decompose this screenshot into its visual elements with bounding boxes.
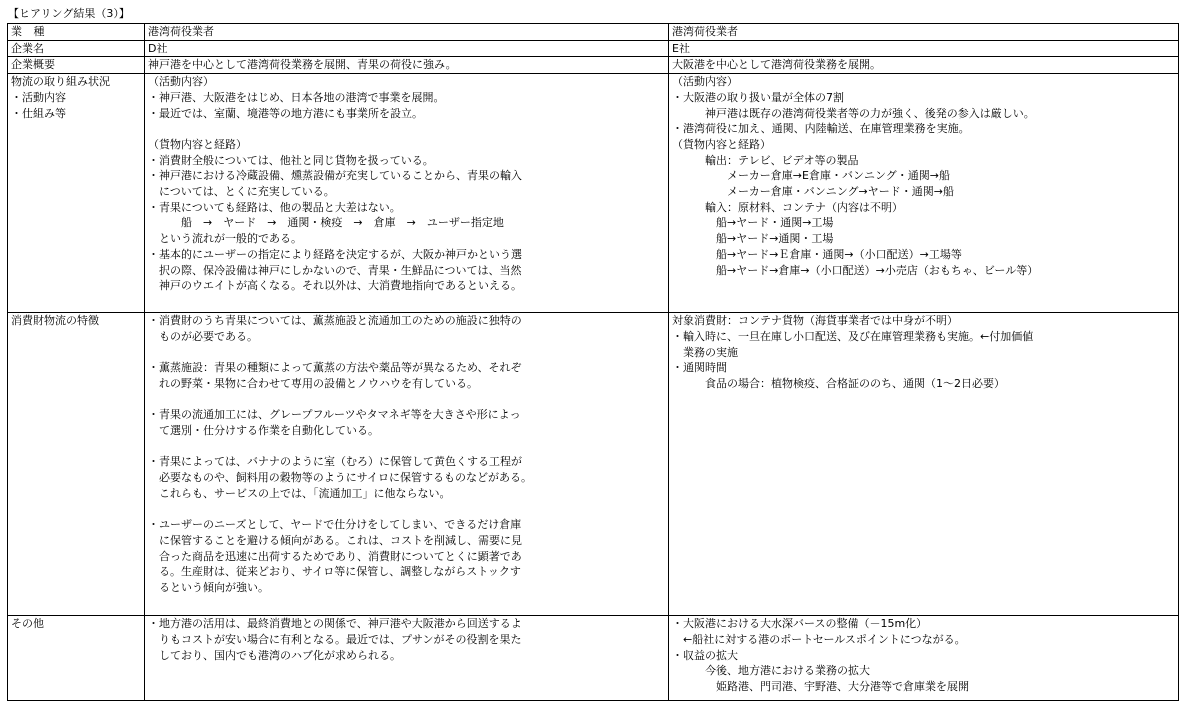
text-line: 船→ヤード・通関→工場 [672,216,834,230]
label-line: 物流の取り組み状況 [11,75,110,89]
row-label [8,40,145,57]
text-line: 必要なものや、飼料用の穀物等のようにサイロに保管するものなどがある。 [148,471,533,485]
row-other [8,616,1179,701]
hearing-results-table [7,23,1179,701]
page-caption: 【ヒアリング結果（3）】 [8,7,130,20]
text-line: ・収益の拡大 [672,648,738,662]
text-line: しており、国内でも港湾のハブ化が求められる。 [148,648,401,662]
label-line: その他 [11,617,44,631]
text-line: メーカー倉庫→E倉庫・バンニング・通関→船 [672,169,950,183]
company-e-cell [669,40,1179,57]
text-line: ・基本的にユーザーの指定により経路を決定するが、大阪か神戸かという選 [148,247,522,261]
label-line: ・活動内容 [11,90,66,104]
company-d-cell [145,616,669,701]
text-line: 神戸港を中心として港湾荷役業務を展開、青果の荷役に強み。 [148,58,457,72]
company-d-cell [145,40,669,57]
text-line: （貨物内容と経路） [148,137,247,151]
text-line: （貨物内容と経路） [672,137,771,151]
text-line: 合った商品を迅速に出荷するためであり、消費財についてとくに顕著であ [148,549,522,563]
text-line [148,345,665,361]
text-line: ・最近では、室蘭、境港等の地方港にも事業所を設立。 [148,106,423,120]
text-line: 姫路港、門司港、宇野港、大分港等で倉庫業を展開 [672,679,969,693]
row-logistics-activities [8,74,1179,313]
text-line: 船 → ヤード → 通関・検疫 → 倉庫 → ユーザー指定地 [148,216,504,230]
header-company-d-industry: 港湾荷役業者 [145,24,669,41]
text-line: ・神戸港、大阪港をはじめ、日本各地の港湾で事業を展開。 [148,90,445,104]
text-line: ・ユーザーのニーズとして、ヤードで仕分けをしてしまい、できるだけ倉庫 [148,518,522,532]
company-e-cell [669,616,1179,701]
text-line: 大阪港を中心として港湾荷役業務を展開。 [672,58,881,72]
text-line [148,392,665,408]
header-row [8,24,1179,41]
text-line: 輸入：原材料、コンテナ（内容は不明） [672,200,903,214]
text-line: に保管することを避ける傾向がある。これは、コストを削減し、需要に見 [148,533,522,547]
text-line: ・大阪港における大水深バースの整備（－15m化） [672,617,928,631]
text-line: E社 [672,41,690,55]
text-line: ・青果についても経路は、他の製品と大差はない。 [148,200,401,214]
label-line: 企業名 [11,41,44,55]
company-e-cell [669,74,1179,313]
text-line: 今後、地方港における業務の拡大 [672,664,870,678]
text-line: 輸出：テレビ、ビデオ等の製品 [672,153,859,167]
text-line: る。生産財は、従来どおり、サイロ等に保管し、調整しながらストックす [148,565,521,579]
text-line: 択の際、保冷設備は神戸にしかないので、青果・生鮮品については、当然 [148,263,522,277]
text-line: ←船社に対する港のポートセールスポイントにつながる。 [672,632,966,646]
text-line: ・消費財全般については、他社と同じ貨物を扱っている。 [148,153,434,167]
text-line: 船→ヤード→Ｅ倉庫・通関→（小口配送）→工場等 [672,247,962,261]
text-line: （活動内容） [672,75,738,89]
row-label [8,313,145,616]
text-line [148,439,665,455]
text-line: るという傾向が強い。 [148,581,269,594]
row-label [8,74,145,313]
label-line: 消費財物流の特徴 [11,314,99,328]
company-d-cell [145,313,669,616]
text-line: メーカー倉庫・バンニング→ヤード・通関→船 [672,185,954,199]
text-line: 船→ヤード→通関・工場 [672,232,834,246]
text-line: ・消費財のうち青果については、薫蒸施設と流通加工のための施設に独特の [148,314,522,328]
text-line: ・大阪港の取り扱い量が全体の7割 [672,90,844,104]
text-line: D社 [148,41,168,55]
text-line: これらも、サービスの上では、「流通加工」に他ならない。 [148,486,451,500]
company-e-cell [669,57,1179,74]
text-line: という流れが一般的である。 [148,232,302,246]
text-line: ・青果の流通加工には、グレープフルーツやタマネギ等を大きさや形によっ [148,408,521,422]
text-line: ・港湾荷役に加え、通関、内陸輸送、在庫管理業務を実施。 [672,122,970,136]
text-line: ・通関時間 [672,361,727,375]
text-line [148,502,665,518]
text-line: 対象消費財：コンテナ貨物（海貨事業者では中身が不明） [672,314,958,328]
text-line: ・神戸港における冷蔵設備、燻蒸設備が充実していることから、青果の輸入 [148,169,522,183]
text-line: 船→ヤード→倉庫→（小口配送）→小売店（おもちゃ、ビール等） [672,263,1039,277]
row-consumer-goods-features [8,313,1179,616]
text-line: 業務の実施 [672,345,738,359]
row-company-name [8,40,1179,57]
text-line: ものが必要である。 [148,329,258,343]
company-d-cell [145,74,669,313]
text-line: れの野菜・果物に合わせて専用の設備とノウハウを有している。 [148,376,478,390]
row-label [8,616,145,701]
row-label [8,57,145,74]
text-line: ・青果によっては、バナナのように室（むろ）に保管して黄色くする工程が [148,455,522,469]
header-industry-label: 業 種 [8,24,145,41]
company-e-cell [669,313,1179,616]
text-line: て選別・仕分けする作業を自動化している。 [148,424,379,437]
header-company-e-industry: 港湾荷役業者 [669,24,1179,41]
text-line: 食品の場合：植物検疫、合格証ののち、通関（1～2日必要） [672,376,1005,390]
text-line [148,121,665,137]
text-line: （活動内容） [148,75,214,89]
text-line: ・薫蒸施設：青果の種類によって薫蒸の方法や薬品等が異なるため、それぞ [148,361,522,375]
text-line: ・輸入時に、一旦在庫し小口配送、及び在庫管理業務も実施。←付加価値 [672,329,1034,343]
text-line: 神戸港は既存の港湾荷役業者等の力が強く、後発の参入は厳しい。 [672,106,1035,120]
text-line: 神戸のウエイトが高くなる。それ以外は、大消費地指向であるといえる。 [148,279,522,293]
row-company-overview [8,57,1179,74]
company-d-cell [145,57,669,74]
text-line: りもコストが安い場合に有利となる。最近では、プサンがその役割を果た [148,632,522,646]
label-line: 企業概要 [11,58,55,72]
label-line: ・仕組み等 [11,106,66,120]
text-line: については、とくに充実している。 [148,185,335,199]
text-line: ・地方港の活用は、最終消費地との関係で、神戸港や大阪港から回送するよ [148,617,522,631]
